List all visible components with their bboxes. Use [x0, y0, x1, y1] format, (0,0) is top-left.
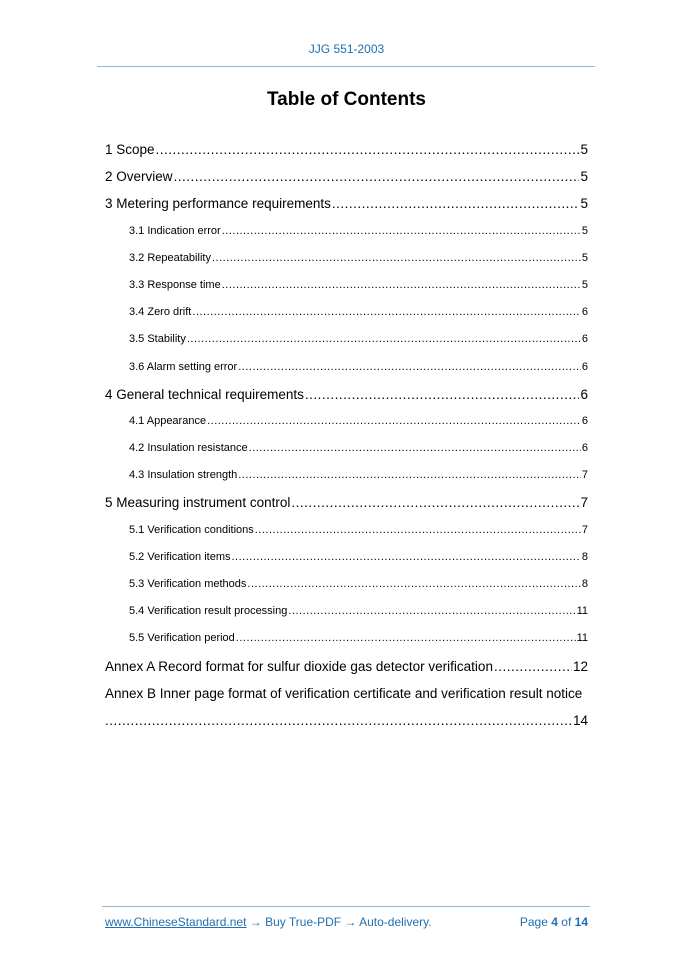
toc-entry-page: 5 [580, 142, 588, 157]
toc-entry-page: 6 [581, 442, 588, 455]
toc-entry-label: Annex B Inner page format of verification certificate and verification result notice [105, 685, 583, 701]
toc-subentry[interactable] [105, 411, 588, 438]
toc-dot-leader [192, 302, 581, 323]
toc-entry-label: Annex A Record format for sulfur dioxide gas detector verification [105, 658, 493, 674]
toc-entry-label: 3.4 Zero drift [129, 306, 192, 319]
toc-subentry[interactable] [105, 547, 588, 574]
toc-dot-leader [212, 248, 581, 269]
toc-entry-page: 6 [581, 414, 588, 427]
toc-entry-label: 5.1 Verification conditions [129, 523, 254, 536]
toc-entry[interactable] [105, 656, 588, 683]
toc-entry[interactable] [105, 384, 588, 411]
toc-dot-leader [156, 139, 580, 160]
page-footer [105, 915, 588, 929]
of-word: of [561, 915, 572, 929]
toc-entry-label: 4.1 Appearance [129, 414, 207, 427]
toc-entry[interactable] [105, 492, 588, 519]
current-page-number: 4 [551, 915, 558, 929]
toc-dot-leader [288, 601, 575, 622]
toc-entry-page: 5 [580, 196, 588, 212]
toc-dot-leader [305, 384, 580, 405]
page-indicator [520, 915, 588, 929]
toc-entry-page: 11 [576, 605, 588, 618]
toc-entry-label: 5.5 Verification period [129, 632, 235, 645]
document-code-header: JJG 551-2003 [308, 42, 385, 56]
header-divider [97, 66, 595, 67]
toc-subentry[interactable] [105, 248, 588, 275]
toc-subentry[interactable] [105, 520, 588, 547]
toc-subentry[interactable] [105, 302, 588, 329]
toc-entry-label: 3.2 Repeatability [129, 251, 211, 264]
toc-entry-label: 4.2 Insulation resistance [129, 442, 248, 455]
toc-dot-leader [494, 656, 572, 677]
toc-dot-leader [222, 275, 581, 296]
toc-subentry[interactable] [105, 465, 588, 492]
toc-entry-page: 7 [580, 495, 588, 511]
toc-entry-page: 5 [581, 224, 588, 237]
toc-entry-page: 12 [572, 658, 588, 674]
toc-entry-page: 6 [581, 360, 588, 373]
toc-entry-label: 2 Overview [105, 169, 173, 185]
table-of-contents [105, 139, 588, 737]
toc-dot-leader [238, 465, 581, 486]
toc-entry-page: 6 [581, 333, 588, 346]
toc-entry-page: 8 [581, 550, 588, 563]
footer-promo [105, 915, 432, 929]
page-word: Page [519, 915, 548, 929]
toc-entry-page: 11 [576, 632, 588, 645]
toc-entry-label: 5.3 Verification methods [129, 578, 247, 590]
toc-subentry[interactable] [105, 221, 588, 248]
toc-entry[interactable] [105, 683, 588, 710]
toc-subentry[interactable] [105, 329, 588, 356]
toc-subentry[interactable] [105, 275, 588, 302]
toc-entry-page: 7 [581, 469, 588, 482]
total-pages-number: 14 [574, 915, 588, 929]
toc-entry[interactable] [105, 193, 588, 220]
toc-entry[interactable] [105, 139, 588, 166]
toc-entry-label: 5.4 Verification result processing [129, 605, 288, 618]
toc-entry-label: 5 Measuring instrument control [105, 495, 291, 511]
toc-dot-leader [238, 357, 581, 378]
toc-entry-page: 7 [581, 523, 588, 536]
toc-subentry[interactable] [105, 628, 588, 655]
toc-dot-leader [236, 628, 576, 649]
toc-dot-leader [247, 574, 580, 595]
toc-entry-page: 5 [580, 169, 588, 185]
toc-entry-continuation[interactable] [105, 710, 588, 737]
toc-dot-leader [255, 520, 581, 541]
toc-entry-page: 5 [581, 251, 588, 264]
toc-entry-label: 3.5 Stability [129, 333, 186, 346]
toc-entry-page: 6 [580, 386, 588, 402]
page-title: Table of Contents [266, 89, 427, 110]
website-link[interactable]: www.ChineseStandard.net [105, 915, 247, 929]
toc-subentry[interactable] [105, 357, 588, 384]
toc-dot-leader [232, 547, 581, 568]
promo-text: → Buy True-PDF → Auto-delivery. [246, 915, 432, 929]
toc-subentry[interactable] [105, 601, 588, 628]
toc-dot-leader [105, 710, 572, 731]
toc-entry-page: 6 [581, 306, 588, 319]
toc-dot-leader [174, 166, 580, 187]
toc-dot-leader [187, 329, 581, 350]
toc-dot-leader [332, 193, 580, 214]
toc-entry-page: 8 [581, 578, 588, 590]
toc-entry-label: 3.6 Alarm setting error [129, 360, 238, 373]
toc-entry-label: 3 Metering performance requirements [105, 196, 331, 212]
toc-entry-label: 5.2 Verification items [129, 550, 231, 563]
toc-subentry[interactable] [105, 438, 588, 465]
toc-dot-leader [291, 492, 579, 513]
toc-subentry[interactable] [105, 574, 588, 601]
toc-dot-leader [249, 438, 581, 459]
toc-dot-leader [207, 411, 581, 432]
toc-dot-leader [222, 221, 581, 242]
toc-entry-label: 1 Scope [105, 142, 155, 157]
toc-entry-label: 4 General technical requirements [105, 386, 304, 402]
toc-entry-page: 5 [581, 278, 588, 291]
footer-divider [102, 906, 590, 907]
toc-entry-page: 14 [572, 712, 588, 728]
toc-entry-label: 3.1 Indication error [129, 224, 221, 237]
toc-entry[interactable] [105, 166, 588, 193]
toc-entry-label: 3.3 Response time [129, 278, 221, 291]
toc-entry-label: 4.3 Insulation strength [129, 469, 238, 482]
